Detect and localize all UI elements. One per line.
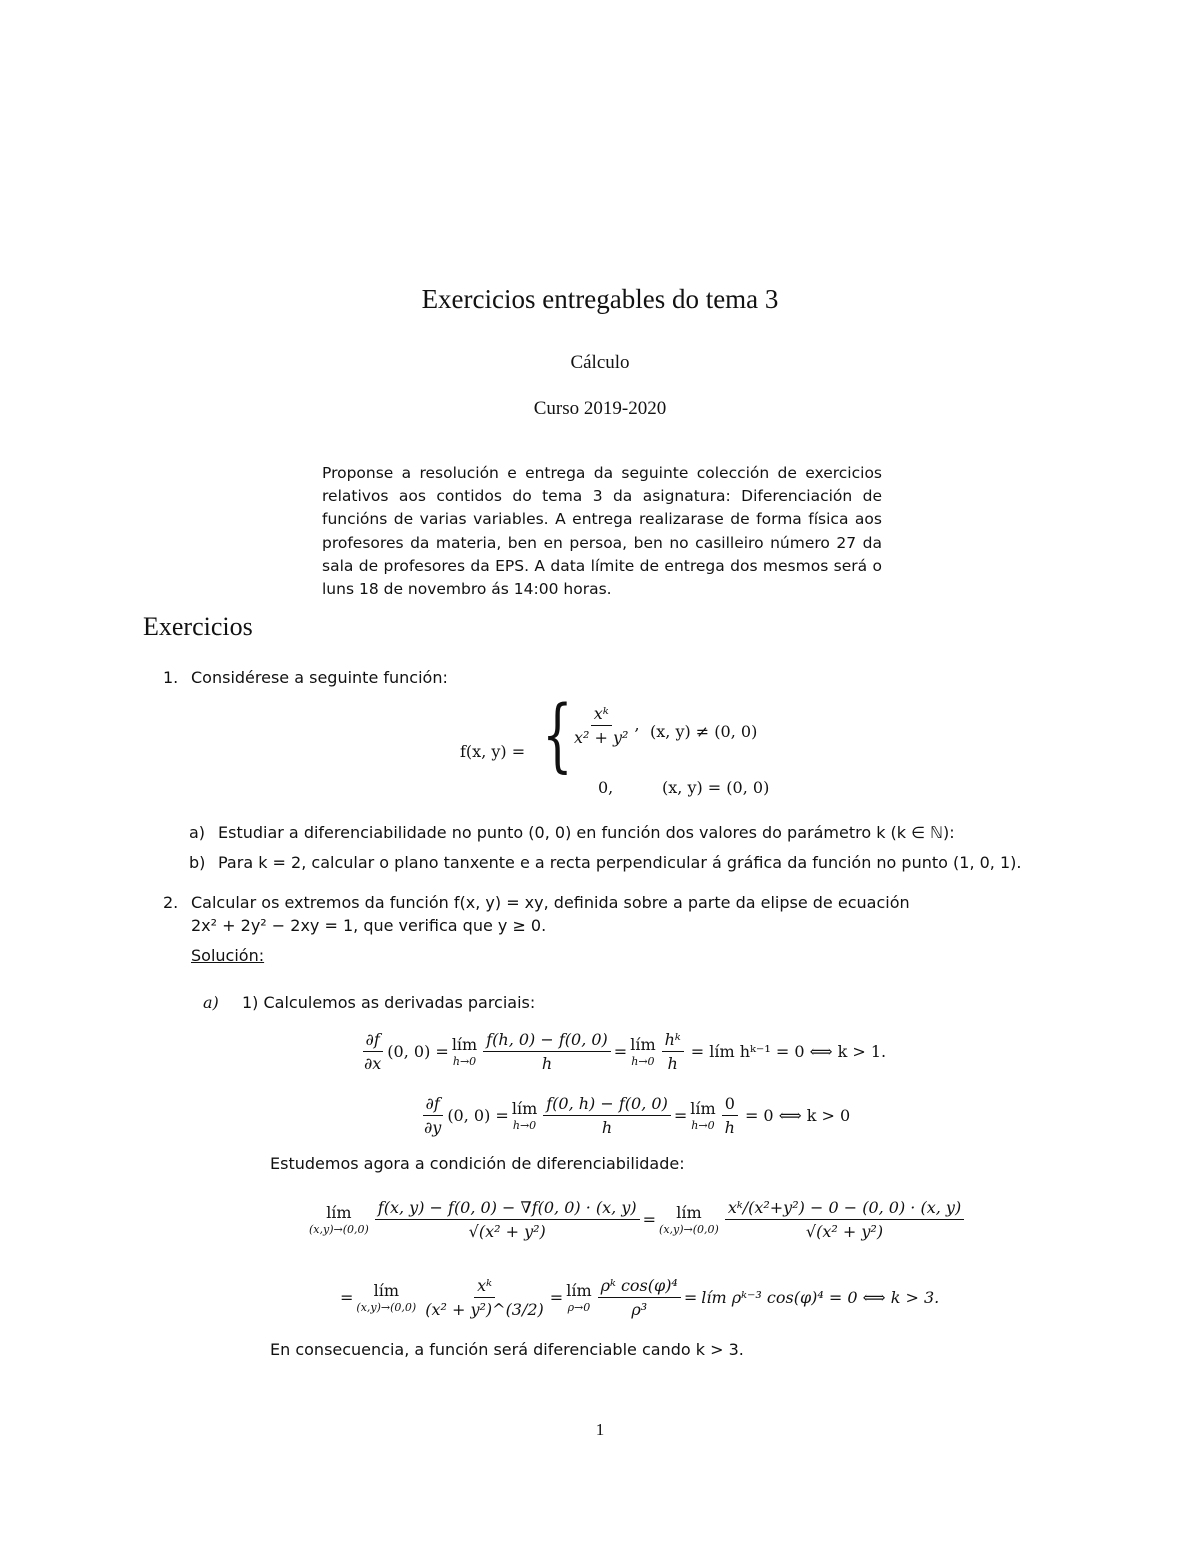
eq2-lhs-den: ∂y xyxy=(424,1118,442,1137)
eq2-lim-sub-2: h→0 xyxy=(691,1119,715,1132)
eq2-f2-den: h xyxy=(724,1118,735,1137)
document-title: Exercicios entregables do tema 3 xyxy=(421,284,779,314)
eq1-lim: lím xyxy=(451,1035,478,1054)
eq3-lim-sub-2: (x,y)→(0,0) xyxy=(659,1223,719,1236)
eq1-lim-sub: h→0 xyxy=(452,1055,477,1068)
eq1-lim-2: lím xyxy=(630,1035,656,1054)
part-a-text: Estudiar a diferenciabilidade no punto (0, 0) en función dos valores do parámetro k (k ∈ ℕ): xyxy=(218,823,955,842)
eq2-lim-sub: h→0 xyxy=(512,1119,537,1132)
eq4-lim-sub-2: ρ→0 xyxy=(567,1301,591,1314)
eq4-lim: lím xyxy=(373,1281,399,1300)
solution-step-1: 1) Calculemos as derivadas parciais: xyxy=(242,993,536,1012)
eq1-f1-den: h xyxy=(541,1054,553,1073)
eq1-tail: = lím hᵏ⁻¹ = 0 ⟺ k > 1. xyxy=(690,1042,887,1061)
equation-polar-limit xyxy=(340,1276,939,1319)
part-b-text: Para k = 2, calcular o plano tanxente e a recta perpendicular á gráfica da función no punto (1, 0, 1). xyxy=(218,853,1022,872)
part-b-label: b) xyxy=(189,853,206,872)
eq1-lhs-den: ∂x xyxy=(364,1054,382,1073)
case-1-comma: , xyxy=(634,715,640,734)
eq4-lim-2: lím xyxy=(566,1281,592,1300)
page-number: 1 xyxy=(595,1420,605,1439)
case-1-numerator: xᵏ xyxy=(591,704,612,726)
eq2-eq2: = xyxy=(673,1106,688,1125)
eq4-eq: = xyxy=(340,1288,354,1307)
eq4-f1-num: xᵏ xyxy=(474,1276,495,1298)
left-brace: { xyxy=(542,688,573,781)
function-lhs: f(x, y) = xyxy=(460,742,526,761)
section-title: Exercicios xyxy=(143,612,253,641)
exercise-1-number: 1. xyxy=(163,668,179,687)
case-2-value: 0, xyxy=(598,778,614,797)
eq1-lhs-num: ∂f xyxy=(363,1030,383,1052)
eq2-tail: = 0 ⟺ k > 0 xyxy=(744,1106,851,1125)
eq2-lhs-num: ∂f xyxy=(423,1094,443,1116)
eq4-eq-3: = xyxy=(683,1288,698,1307)
eq4-f1-den: (x² + y²)^(3/2) xyxy=(425,1300,544,1319)
course-year: Curso 2019-2020 xyxy=(533,398,667,419)
eq1-at: (0, 0) = xyxy=(387,1042,449,1061)
eq2-lim-2: lím xyxy=(690,1099,716,1118)
eq3-lim-sub: (x,y)→(0,0) xyxy=(309,1223,369,1236)
eq4-tail: lím ρᵏ⁻³ cos(φ)⁴ = 0 ⟺ k > 3. xyxy=(701,1288,940,1307)
eq4-eq-2: = xyxy=(549,1288,564,1307)
solution-item-a: a) xyxy=(203,993,219,1012)
case-1-denominator: x² + y² xyxy=(574,728,629,747)
eq4-f2-num: ρᵏ cos(φ)⁴ xyxy=(598,1276,681,1298)
eq4-lim-sub: (x,y)→(0,0) xyxy=(356,1301,417,1314)
equation-partial-y xyxy=(418,1094,850,1137)
eq3-f1-den: √(x² + y²) xyxy=(468,1222,546,1241)
abstract-paragraph: Proponse a resolución e entrega da seguinte colección de exercicios relativos aos contidos do tema 3 da asignatura: Diferenciación de funcións de varias variables. A entrega realizarase de forma física aos profesores da materia, ben en persoa, ben no casilleiro número 27 da sala de profesores da EPS. A data límite de entrega dos mesmos será o luns 18 de novembro ás 14:00 horas. xyxy=(322,464,882,599)
eq3-lim-2: lím xyxy=(676,1203,702,1222)
eq3-f2-num: xᵏ/(x²+y²) − 0 − (0, 0) · (x, y) xyxy=(725,1198,964,1220)
equation-differentiability-limit xyxy=(306,1198,967,1241)
eq1-f2-num: hᵏ xyxy=(662,1030,684,1052)
eq2-f2-num: 0 xyxy=(722,1094,738,1116)
eq3-f2-den: √(x² + y²) xyxy=(805,1222,884,1241)
solution-label: Solución: xyxy=(191,946,265,965)
part-a-label: a) xyxy=(189,823,206,842)
exercise-2-number: 2. xyxy=(163,893,179,912)
differentiability-intro: Estudemos agora a condición de diferenciabilidade: xyxy=(270,1154,685,1173)
eq1-f2-den: h xyxy=(667,1054,678,1073)
exercise-2-line-2: 2x² + 2y² − 2xy = 1, que verifica que y ≥ 0. xyxy=(191,916,547,935)
eq2-f1-num: f(0, h) − f(0, 0) xyxy=(543,1094,671,1116)
eq2-at: (0, 0) = xyxy=(447,1106,509,1125)
eq1-lim-sub-2: h→0 xyxy=(631,1055,655,1068)
eq2-lim: lím xyxy=(511,1099,538,1118)
eq1-f1-num: f(h, 0) − f(0, 0) xyxy=(483,1030,611,1052)
case-2-condition: (x, y) = (0, 0) xyxy=(662,778,770,797)
equation-partial-x xyxy=(358,1030,886,1073)
eq3-lim: lím xyxy=(326,1203,352,1222)
case-1-condition: (x, y) ≠ (0, 0) xyxy=(650,722,758,741)
subject-name: Cálculo xyxy=(570,352,630,373)
eq1-eq2: = xyxy=(613,1042,628,1061)
eq4-f2-den: ρ³ xyxy=(631,1300,648,1319)
eq3-eq: = xyxy=(642,1210,657,1229)
exercise-2-line-1: Calcular os extremos da función f(x, y) = xy, definida sobre a parte da elipse de ecuación xyxy=(191,893,910,912)
eq2-f1-den: h xyxy=(601,1118,613,1137)
conclusion: En consecuencia, a función será diferenciable cando k > 3. xyxy=(270,1340,744,1359)
case-1-fraction xyxy=(568,704,640,747)
eq3-f1-num: f(x, y) − f(0, 0) − ∇f(0, 0) · (x, y) xyxy=(375,1198,640,1220)
exercise-1-intro: Considérese a seguinte función: xyxy=(191,668,448,687)
